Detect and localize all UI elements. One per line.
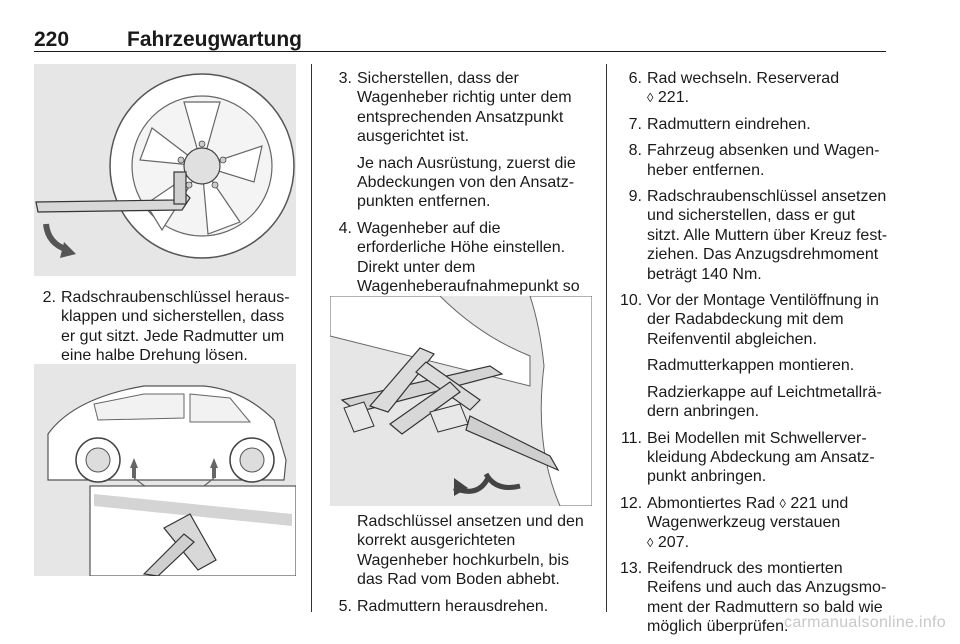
- column-3: [620, 69, 890, 644]
- step-2: [34, 288, 299, 366]
- step-number: 2.: [42, 289, 56, 306]
- step-12: [620, 494, 890, 552]
- chapter-title: Fahrzeugwartung: [127, 28, 303, 51]
- page-ref-icon: ◊: [647, 90, 654, 106]
- column-2-lower: [330, 512, 592, 623]
- step-text: Radmuttern herausdrehen.: [357, 597, 549, 615]
- wheel-wrench-illustration: [34, 64, 296, 276]
- step-3-note: Je nach Ausrüstung, zuerst die Abdeckungen von den Ansatzpunkten entfernen.: [357, 154, 576, 211]
- step-number: 5.: [338, 597, 352, 615]
- step-number: 6.: [628, 70, 642, 87]
- column-divider-1: [311, 64, 312, 612]
- step-9: [620, 187, 890, 284]
- step-5: [330, 597, 592, 616]
- step-6: [620, 69, 890, 108]
- step-text: Radschraubenschlüssel ansetzen und sicherstellen, dass er gut sitzt. Alle Muttern über Kreuz festziehen. Das Anzugsdrehmoment beträgt 140 Nm.: [647, 188, 888, 283]
- scissor-jack-illustration: [330, 296, 592, 506]
- step-text: Reifendruck des montierten Reifens und auch das Anzugsmoment der Radmuttern so bald wie möglich überprüfen.: [647, 559, 887, 636]
- step-3: [330, 69, 592, 147]
- step-number: 13.: [620, 559, 643, 577]
- step-text: Abmontiertes Rad: [647, 494, 776, 512]
- step-text: Radschraubenschlüssel herausklappen und sicherstellen, dass er gut sitzt. Jede Radmutter um eine halbe Drehung lösen.: [61, 289, 290, 365]
- column-divider-2: [606, 64, 607, 612]
- watermark: carmanualsonline.info: [784, 614, 946, 631]
- step-number: 7.: [628, 115, 642, 133]
- page-number: 220: [34, 28, 70, 51]
- step-text: Radmuttern eindrehen.: [647, 115, 811, 133]
- header-rule: [34, 51, 886, 52]
- step-text: Fahrzeug absenken und Wagenheber entfernen.: [647, 142, 880, 179]
- page-ref: 221.: [657, 89, 690, 107]
- step-11: [620, 429, 890, 487]
- step-number: 11.: [620, 429, 642, 447]
- page-ref-icon: ◊: [647, 534, 654, 550]
- figure-caption: Radschlüssel ansetzen und den korrekt ausgerichteten Wagenheber hochkurbeln, bis das Rad vom Boden abhebt.: [357, 513, 584, 589]
- step-10: [620, 291, 890, 349]
- step-number: 8.: [628, 142, 642, 160]
- step-number: 9.: [628, 188, 642, 206]
- step-10-note-1: Radmutterkappen montieren.: [647, 357, 855, 375]
- step-number: 12.: [620, 494, 643, 512]
- step-number: 4.: [338, 219, 352, 237]
- page-ref: 221 und Wagenwerkzeug verstauen: [647, 494, 849, 532]
- step-text: Wagenheber auf die erforderliche Höhe einstellen. Direkt unter dem Wagenheberaufnahmepunkt so: [357, 219, 580, 296]
- column-1: [34, 288, 299, 373]
- step-number: 10.: [620, 292, 643, 310]
- step-8: [620, 141, 890, 180]
- step-number: 3.: [338, 70, 352, 87]
- page-header: [34, 28, 886, 52]
- step-text: Vor der Montage Ventilöffnung in der Radabdeckung mit dem Reifenventil abgleichen.: [647, 292, 879, 348]
- page-ref-icon: ◊: [779, 495, 786, 511]
- step-text: Bei Modellen mit Schwellerverkleidung Abdeckung am Ansatzpunkt anbringen.: [647, 429, 875, 486]
- step-text: Sicherstellen, dass der Wagenheber richtig unter dem entsprechenden Ansatzpunkt ausgerichtet ist.: [357, 70, 572, 146]
- step-7: [620, 115, 890, 134]
- step-10-note-2: Radzierkappe auf Leichtmetallrädern anbringen.: [647, 383, 882, 421]
- page-ref: 207.: [657, 533, 690, 551]
- step-text: Rad wechseln. Reserverad: [647, 70, 840, 87]
- jack-position-illustration: [34, 364, 296, 576]
